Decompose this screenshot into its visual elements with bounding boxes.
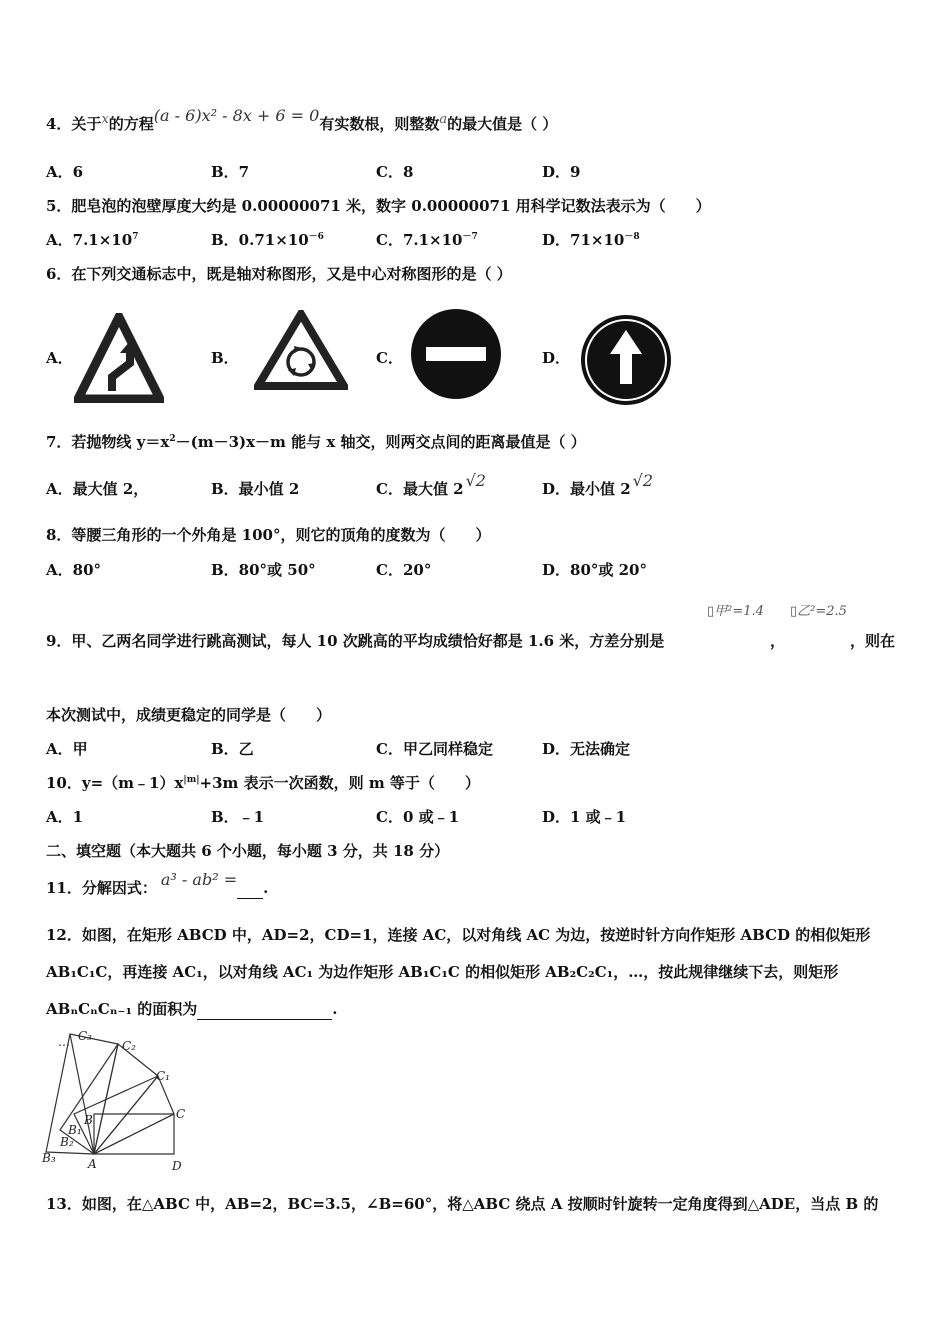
q10-option-c: C．0 或﹣1 <box>376 808 460 826</box>
q4-var-x: x <box>101 112 109 127</box>
q6-stem: 6．在下列交通标志中，既是轴对称图形，又是中心对称图形的是（ ） <box>46 265 512 283</box>
q9-option-b: B．乙 <box>211 740 254 758</box>
q12-line-1: 12．如图，在矩形 ABCD 中，AD=2，CD=1，连接 AC，以对角线 AC 为边，按逆时针方向作矩形 ABCD 的相似矩形 <box>46 926 871 944</box>
q9-comma: ， <box>770 632 786 650</box>
q8-option-c: C．20° <box>376 561 432 579</box>
q4-equation: (a - 6)x² - 8x + 6 = 0 <box>153 106 320 125</box>
q10-option-b: B．﹣1 <box>211 808 265 826</box>
ahead-only-icon <box>580 314 672 406</box>
q5-option-c: C．$7.1\times 10^{-7}$ <box>376 231 478 249</box>
label-d: D <box>172 1159 182 1173</box>
q9-stem-a: 9．甲、乙两名同学进行跳高测试，每人 10 次跳高的平均成绩恰好都是 1.6 米，方差分别是 <box>46 632 665 650</box>
q12-answer-blank <box>197 999 332 1020</box>
q6-option-a: A． <box>46 349 73 367</box>
label-c: C <box>176 1107 186 1121</box>
q5-option-d: D．$71\times 10^{-8}$ <box>542 231 640 249</box>
q6-option-c: C． <box>376 349 403 367</box>
q8-option-a: A．80° <box>46 561 102 579</box>
q8-option-d: D．80°或 20° <box>542 561 647 579</box>
label-c3: C₃ <box>78 1029 92 1043</box>
q8-stem: 8．等腰三角形的一个外角是 100°，则它的顶角的度数为（ ） <box>46 526 491 544</box>
q5-option-a: A．$7.1\times 10^7$ <box>46 231 139 249</box>
q9-option-a: A．甲 <box>46 740 88 758</box>
double-bend-warning-icon <box>74 313 164 403</box>
label-b3: B₃ <box>42 1151 56 1165</box>
q11-expression: a³ - ab² = <box>160 870 238 889</box>
q7-option-b: B．最小值 2 <box>211 480 300 498</box>
label-c1: C₁ <box>156 1069 170 1083</box>
q13-stem: 13．如图，在△ABC 中，AB=2，BC=3.5，∠B=60°，将△ABC 绕点 A 按顺时针旋转一定角度得到△ADE，当点 B 的 <box>46 1195 879 1213</box>
q10-option-d: D．1 或﹣1 <box>542 808 627 826</box>
q9-stem-c: 本次测试中，成绩更稳定的同学是（ ） <box>46 706 332 724</box>
label-c2: C₂ <box>122 1039 136 1053</box>
q7-option-c: C．最大值 2 √2 <box>376 471 486 498</box>
q10-stem: 10．$y=(m﹣1)x^{|m|}+3m$ 表示一次函数，则 m 等于（ ） <box>46 774 480 792</box>
q5-stem: 5．肥皂泡的泡壁厚度大约是 0.00000071 米，数字 0.00000071 用科学记数法表示为（ ） <box>46 197 711 215</box>
q4-option-a: A．6 <box>46 163 84 181</box>
q4-option-b: B．7 <box>211 163 250 181</box>
q4-option-d: D．9 <box>542 163 581 181</box>
q5-option-b: B．$0.71\times 10^{-6}$ <box>211 231 324 249</box>
similar-rectangles-figure <box>40 1028 200 1178</box>
q8-option-b: B．80°或 50° <box>211 561 316 579</box>
q4-var-a: a <box>439 112 448 127</box>
label-b1: B₁ <box>68 1123 82 1137</box>
q9-stem-b: ，则在 <box>850 632 896 650</box>
q4-option-c: C．8 <box>376 163 414 181</box>
q10-option-a: A．1 <box>46 808 84 826</box>
section-heading: 二、填空题（本大题共 6 个小题，每小题 3 分，共 18 分） <box>46 842 450 860</box>
q11-stem: 11．分解因式： a³ - ab² = . <box>46 870 269 897</box>
q12-line-2: AB₁C₁C，再连接 AC₁，以对角线 AC₁ 为边作矩形 AB₁C₁C 的相似矩形 AB₂C₂C₁，…，按此规律继续下去，则矩形 <box>46 963 839 981</box>
q9-option-d: D．无法确定 <box>542 740 631 758</box>
q11-answer-blank <box>237 878 263 899</box>
label-a: A <box>88 1157 97 1171</box>
q9-variance-yi: ▯乙²=2.5 <box>790 604 847 619</box>
q12-line-3: ABₙCₙCₙ₋₁ 的面积为 . <box>46 1000 338 1018</box>
roundabout-warning-icon <box>254 310 348 390</box>
label-dots: … <box>58 1035 70 1049</box>
q9-option-c: C．甲乙同样稳定 <box>376 740 493 758</box>
q7-stem: 7．若抛物线 $y=x^2-(m-3)x-m$ 能与 x 轴交，则两交点间的距离最值是（ ） <box>46 433 586 451</box>
q6-option-b: B． <box>211 349 239 367</box>
no-entry-icon <box>410 308 502 400</box>
q6-option-d: D． <box>542 349 571 367</box>
q4-stem: 4．关于$^x$的方程(a - 6)x² - 8x + 6 = 0有实数根，则整数$^a$的最大值是（ ） <box>46 106 558 133</box>
label-b: B <box>84 1113 93 1127</box>
q7-option-d: D．最小值 2 √2 <box>542 471 654 498</box>
q9-variance-jia: ▯甲²=1.4 <box>707 604 764 619</box>
label-b2: B₂ <box>60 1135 74 1149</box>
q7-option-a: A．最大值 2， <box>46 480 149 498</box>
